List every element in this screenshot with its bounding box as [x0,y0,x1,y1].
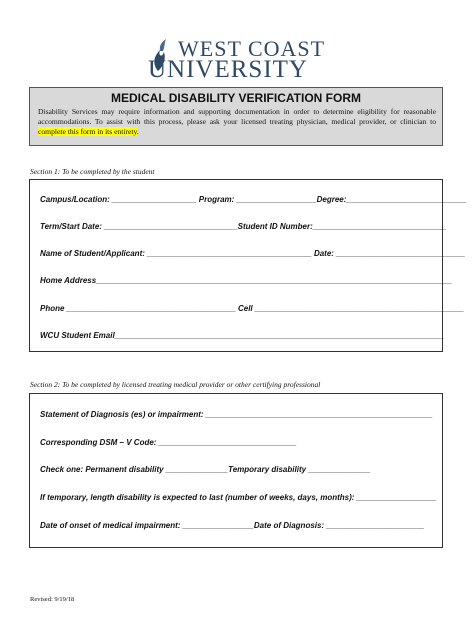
form-title: MEDICAL DISABILITY VERIFICATION FORM [110,91,361,105]
home-address-field[interactable]: Home Address________________________________________________________________________________ [40,276,453,285]
notice-text [38,107,436,137]
notice-box [29,87,443,146]
temporary-length-field[interactable]: If temporary, length disability is expected to last (number of weeks, days, months): __________________ [40,493,437,502]
notice-body: Disability Services may require information and supporting documentation in order to determine eligibility for reasonable accommodations. To assist with this process, please ask your licensed treating physician, medical provider, or clinician to [38,107,436,126]
section-1-label: Section 1: To be completed by the student [30,167,155,176]
diagnosis-field[interactable]: Statement of Diagnosis (es) or impairment: ___________________________________________________ [40,410,433,419]
term-studentid-field[interactable]: Term/Start Date: ______________________________Student ID Number:______________________________ [40,222,447,231]
campus-program-degree-field[interactable]: Campus/Location: ___________________ Program: __________________Degree:___________________________ [40,195,467,204]
onset-diagnosis-date-field[interactable]: Date of onset of medical impairment: ________________Date of Diagnosis: ______________________ [40,521,425,530]
revised-date: Revised: 9/19/18 [30,596,75,603]
logo-line-2: UNIVERSITY [148,56,308,83]
student-email-field[interactable]: WCU Student Email__________________________________________________________________________ [40,331,444,340]
student-name-date-field[interactable]: Name of Student/Applicant: _____________________________________ Date: _____________________________ [40,249,466,258]
section-2-box [29,393,443,548]
university-logo [148,36,338,82]
phone-cell-field[interactable]: Phone ______________________________________ Cell _______________________________________________ [40,304,464,313]
section-2-label: Section 2: To be completed by licensed treating medical provider or other certifying professional [30,380,321,389]
permanent-temporary-check[interactable]: Check one: Permanent disability ______________Temporary disability ______________ [40,465,371,474]
dsm-code-field[interactable]: Corresponding DSM – V Code: _______________________________ [40,438,297,447]
notice-end: . [136,127,139,136]
notice-highlight: complete this form in its entirety [38,127,137,136]
section-1-box [29,179,467,352]
logo-line-1: WEST COAST [178,36,326,61]
